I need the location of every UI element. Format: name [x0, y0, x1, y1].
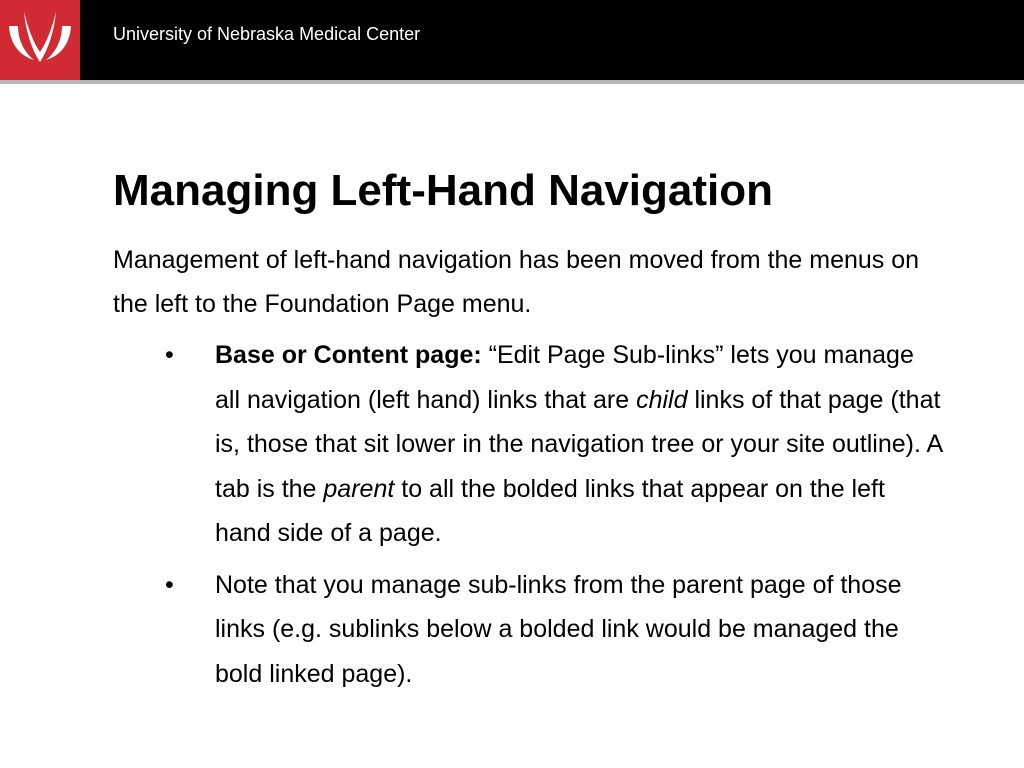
slide-title: Managing Left-Hand Navigation	[113, 166, 773, 215]
unmc-logo	[0, 0, 80, 80]
bullet-lead-label: Base or Content page:	[215, 341, 482, 369]
emphasis-child: child	[636, 385, 688, 414]
bullet-text: Note that you manage sub-links from the parent page of those links (e.g. sublinks below a bolded link would be managed the bold linked page).	[215, 570, 902, 688]
header-divider	[0, 80, 1024, 84]
bullet-text: “Edit Page Sub-links” lets you manage all navigation (left hand) links that are	[215, 341, 914, 414]
bullet-item-note	[113, 563, 943, 697]
bullet-marker: •	[165, 341, 174, 369]
bullet-marker: •	[165, 570, 174, 599]
bullet-item-base-content-page	[113, 333, 943, 556]
organization-name: University of Nebraska Medical Center	[113, 24, 421, 44]
unmc-logo-icon	[0, 0, 80, 80]
bullet-list	[113, 333, 943, 703]
bullet-text: links of that page (that is, those that sit lower in the navigation tree or your site outline). A tab is the	[215, 385, 942, 503]
intro-paragraph: Management of left-hand navigation has been moved from the menus on the left to the Foundation Page menu.	[113, 246, 920, 318]
emphasis-parent: parent	[323, 474, 395, 503]
bullet-text: to all the bolded links that appear on the left hand side of a page.	[215, 474, 885, 547]
